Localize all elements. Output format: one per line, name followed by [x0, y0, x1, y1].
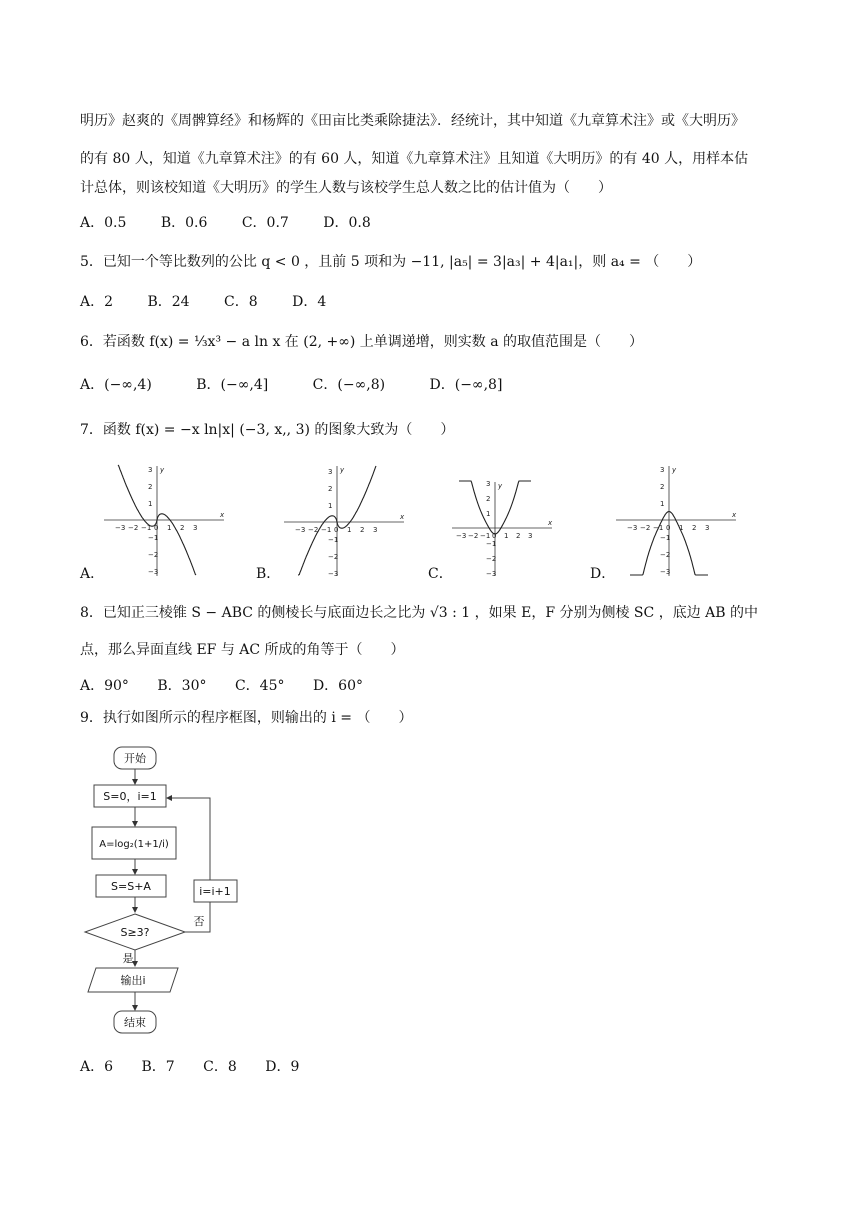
x-tick-label: −1	[480, 532, 491, 540]
x-tick-label: 1	[504, 532, 509, 540]
q5-option-c: C．8	[224, 294, 258, 310]
q7-label-b: B．	[256, 566, 281, 582]
y-var-label: y	[498, 482, 503, 490]
y-tick-label: 3	[148, 466, 153, 474]
x-tick-label: 0	[666, 524, 671, 532]
x-tick-label: −3	[115, 524, 126, 532]
q4-option-d: D．0.8	[323, 215, 371, 231]
x-tick-label: 3	[528, 532, 533, 540]
q7-stem: 7．函数 f(x) = −x ln|x| (−3, x,, 3) 的图象大致为（ ）	[80, 422, 455, 438]
q6-options	[80, 375, 532, 395]
q6-option-b: B．(−∞,4]	[196, 377, 269, 393]
x-tick-label: 1	[347, 526, 352, 534]
x-tick-label: −2	[468, 532, 479, 540]
q7-graph-d	[612, 462, 742, 578]
flow-yes-label: 是	[122, 952, 134, 965]
flow-sum-text: S=S+A	[111, 880, 151, 893]
y-tick-label: −1	[660, 534, 671, 542]
q9-stem: 9．执行如图所示的程序框图，则输出的 i = （ ）	[80, 710, 413, 726]
y-tick-label: −2	[486, 555, 497, 563]
q8-options	[80, 676, 393, 696]
flow-init-text: S=0，i=1	[103, 790, 157, 803]
q7-graph-a	[100, 462, 230, 578]
y-tick-label: −1	[486, 540, 497, 548]
q7-label-d: D．	[590, 566, 616, 582]
y-tick-label: 1	[486, 510, 491, 518]
q8-stem-line-1: 8．已知正三棱锥 S − ABC 的侧棱长与底面边长之比为 √3 : 1 ，如果 E，F 分别为侧棱 SC ，底边 AB 的中	[80, 605, 758, 621]
x-tick-label: −2	[640, 524, 651, 532]
y-tick-label: −3	[328, 570, 339, 578]
y-tick-label: 1	[148, 500, 153, 508]
q5-option-d: D．4	[292, 294, 327, 310]
flow-end-text: 结束	[124, 1016, 146, 1029]
q8-option-a: A．90°	[80, 678, 129, 694]
y-tick-label: −1	[328, 536, 339, 544]
q9-option-d: D．9	[265, 1059, 300, 1075]
x-tick-label: 0	[334, 526, 339, 534]
y-tick-label: 2	[486, 495, 491, 503]
q4-text-line-1: 明历》赵爽的《周髀算经》和杨辉的《田亩比类乘除捷法》．经统计，其中知道《九章算术注》或《大明历》	[80, 113, 745, 129]
flow-start-text: 开始	[124, 752, 146, 765]
y-var-label: y	[672, 466, 677, 474]
y-tick-label: 1	[660, 500, 665, 508]
x-tick-label: 3	[193, 524, 198, 532]
flow-no-label: 否	[193, 915, 205, 928]
x-tick-label: −1	[321, 526, 332, 534]
y-tick-label: −3	[486, 570, 497, 578]
y-tick-label: 2	[148, 483, 153, 491]
q4-option-a: A．0.5	[80, 215, 127, 231]
q8-option-b: B．30°	[157, 678, 207, 694]
q9-option-a: A．6	[80, 1059, 114, 1075]
q6-option-a: A．(−∞,4)	[80, 377, 152, 393]
q5-option-a: A．2	[80, 294, 114, 310]
y-tick-label: −2	[328, 553, 339, 561]
x-var-label: x	[220, 511, 225, 519]
q7-graph-c	[448, 478, 558, 578]
q7-label-c: C．	[428, 566, 453, 582]
x-var-label: x	[548, 519, 553, 527]
flow-cond-text: S≥3?	[120, 926, 150, 939]
y-tick-label: −2	[148, 551, 159, 559]
x-var-label: x	[732, 511, 737, 519]
q9-options	[80, 1057, 329, 1077]
y-tick-label: −3	[148, 568, 159, 576]
q8-option-d: D．60°	[312, 678, 363, 694]
x-tick-label: 1	[679, 524, 684, 532]
q9-option-b: B．7	[141, 1059, 175, 1075]
q4-option-c: C．0.7	[241, 215, 289, 231]
x-tick-label: −3	[456, 532, 467, 540]
x-tick-label: 0	[154, 524, 159, 532]
y-tick-label: 1	[328, 502, 333, 510]
q5-options	[80, 292, 356, 312]
x-tick-label: 3	[373, 526, 378, 534]
y-tick-label: 3	[660, 466, 665, 474]
x-tick-label: 2	[180, 524, 185, 532]
q4-text-line-2: 的有 80 人，知道《九章算术注》的有 60 人，知道《九章算术注》且知道《大明历》的有 40 人，用样本估	[80, 151, 749, 167]
q6-option-c: C．(−∞,8)	[312, 377, 386, 393]
x-tick-label: 1	[167, 524, 172, 532]
flow-inc-text: i=i+1	[199, 885, 231, 898]
q4-option-b: B．0.6	[160, 215, 208, 231]
y-tick-label: −1	[148, 534, 159, 542]
x-tick-label: 2	[516, 532, 521, 540]
x-tick-label: −3	[627, 524, 638, 532]
x-tick-label: −1	[141, 524, 152, 532]
q8-option-c: C．45°	[234, 678, 285, 694]
y-tick-label: 3	[486, 480, 491, 488]
q9-option-c: C．8	[203, 1059, 237, 1075]
y-tick-label: −2	[660, 551, 671, 559]
x-tick-label: 3	[705, 524, 710, 532]
q5-stem: 5．已知一个等比数列的公比 q < 0 ，且前 5 项和为 −11, |a₅| = 3|a₃| + 4|a₁|，则 a₄ = （ ）	[80, 254, 702, 270]
x-tick-label: −2	[128, 524, 139, 532]
q5-option-b: B．24	[147, 294, 190, 310]
q4-options	[80, 213, 401, 233]
q4-text-line-3: 计总体，则该校知道《大明历》的学生人数与该校学生总人数之比的估计值为（ ）	[80, 180, 612, 196]
x-var-label: x	[400, 513, 405, 521]
q8-stem-line-2: 点，那么异面直线 EF 与 AC 所成的角等于（ ）	[80, 642, 405, 658]
flow-assign-text: A=log₂(1+1/i)	[99, 839, 169, 850]
y-tick-label: −3	[660, 568, 671, 576]
x-tick-label: 2	[692, 524, 697, 532]
x-tick-label: 2	[360, 526, 365, 534]
y-tick-label: 2	[660, 483, 665, 491]
q7-label-a: A．	[80, 566, 105, 582]
x-tick-label: −1	[653, 524, 664, 532]
q6-stem: 6．若函数 f(x) = ⅓x³ − a ln x 在 (2, +∞) 上单调递增，则实数 a 的取值范围是（ ）	[80, 334, 644, 350]
y-tick-label: 2	[328, 485, 333, 493]
y-tick-label: 3	[328, 468, 333, 476]
q9-flowchart	[78, 740, 248, 1040]
x-tick-label: −3	[295, 526, 306, 534]
x-tick-label: −2	[308, 526, 319, 534]
x-tick-label: 0	[492, 532, 497, 540]
flow-output-text: 输出i	[120, 974, 146, 987]
y-var-label: y	[160, 466, 165, 474]
q6-option-d: D．(−∞,8]	[429, 377, 503, 393]
y-var-label: y	[340, 466, 345, 474]
q7-graph-b	[280, 462, 410, 578]
